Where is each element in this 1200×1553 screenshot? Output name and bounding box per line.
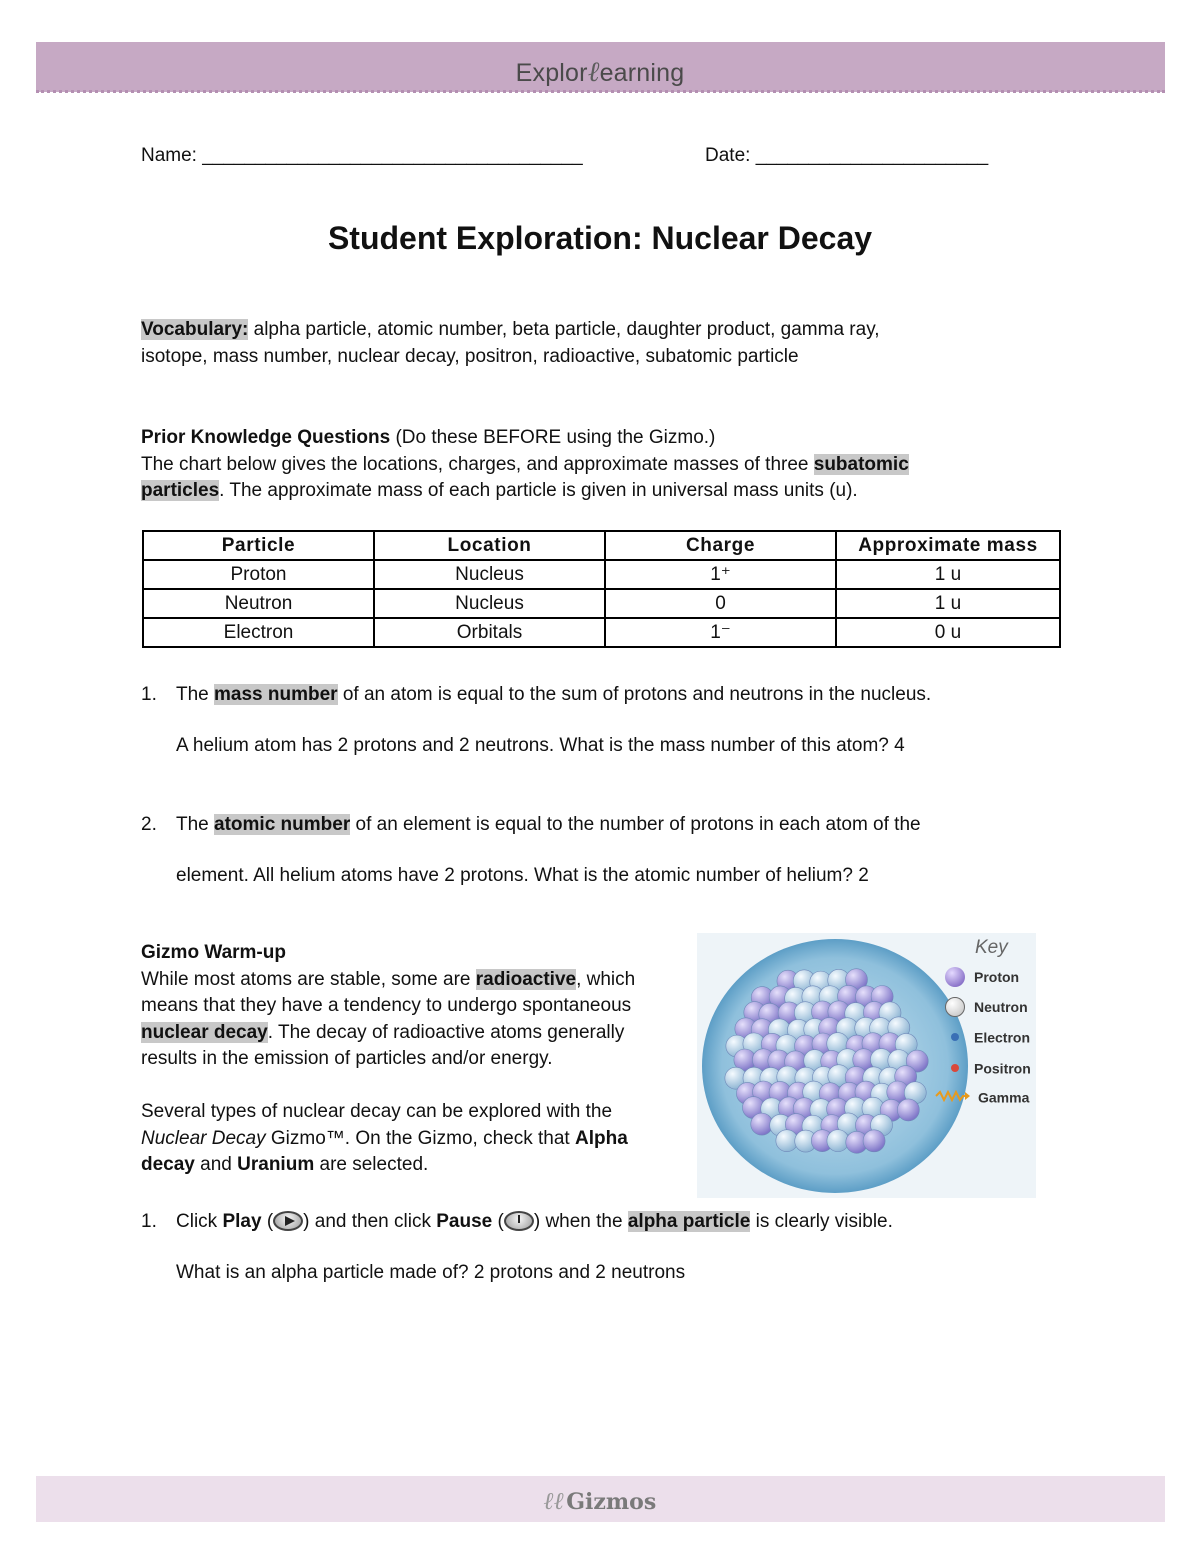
question-1-statement: The mass number of an atom is equal to the sum of protons and neutrons in the nucleus. xyxy=(176,684,932,705)
key-title: Key xyxy=(975,937,1008,958)
gizmo-warmup-text: Gizmo Warm-up While most atoms are stable, some are radioactive, which means that they have a tendency to undergo spontaneous nuclear decay. The decay of radioactive atoms generally results in the emission of particles and/or energy. Several types of nuclear decay can be explored with the Nuclear Decay Gizmo™. On the Gizmo, check that Alpha decay and Uranium are selected. xyxy=(141,942,636,1175)
question-number: 1. xyxy=(141,684,157,705)
key-item-proton: Proton xyxy=(945,967,1019,987)
key-item-gamma: Gamma xyxy=(935,1088,1029,1105)
proton-icon xyxy=(945,967,965,987)
electron-icon xyxy=(951,1033,959,1041)
date-field: Date: ______________________ xyxy=(705,145,989,166)
table-header: Location xyxy=(374,531,605,560)
table-cell: Proton xyxy=(143,560,374,589)
gamma-icon xyxy=(935,1089,971,1105)
table-cell: 1 u xyxy=(836,589,1060,618)
particles-table xyxy=(142,530,1061,648)
play-button-icon xyxy=(273,1211,303,1231)
key-item-neutron: Neutron xyxy=(945,997,1028,1017)
table-cell: Neutron xyxy=(143,589,374,618)
question-2-statement: The atomic number of an element is equal to the number of protons in each atom of the xyxy=(176,814,921,835)
name-field: Name: ____________________________________ xyxy=(141,145,583,166)
prior-knowledge-section: Prior Knowledge Questions (Do these BEFORE using the Gizmo.) The chart below gives the locations, charges, and approximate masses of three subatomic particles. The approximate mass of each particle is given in universal mass units (u). xyxy=(141,427,909,501)
table-header: Charge xyxy=(605,531,836,560)
warmup-heading: Gizmo Warm-up xyxy=(141,942,286,963)
question-number: 2. xyxy=(141,814,157,835)
table-cell: 0 u xyxy=(836,618,1060,647)
nucleon-sphere xyxy=(897,1099,919,1121)
pause-button-icon xyxy=(504,1211,534,1231)
question-number: 1. xyxy=(141,1211,157,1232)
question-1-answer: A helium atom has 2 protons and 2 neutrons. What is the mass number of this atom? 4 xyxy=(176,735,905,756)
page-title: Student Exploration: Nuclear Decay xyxy=(327,220,873,256)
table-cell: 1⁻ xyxy=(605,618,836,647)
table-cell: 1 u xyxy=(836,560,1060,589)
table-cell: Nucleus xyxy=(374,560,605,589)
table-cell: Orbitals xyxy=(374,618,605,647)
key-item-positron: Positron xyxy=(945,1059,1031,1076)
key-item-electron: Electron xyxy=(945,1028,1030,1045)
header-dotted-rule xyxy=(36,90,1165,93)
prior-heading: Prior Knowledge Questions xyxy=(141,427,391,448)
nucleon-sphere xyxy=(863,1130,885,1152)
vocabulary-label: Vocabulary: xyxy=(141,319,249,340)
vocabulary: Vocabulary: alpha particle, atomic number, beta particle, daughter product, gamma ray, isotope, mass number, nuclear decay, positron, radioactive, subatomic particle xyxy=(141,319,880,367)
table-row xyxy=(143,589,1060,618)
brand-logo: Explorℓearning xyxy=(515,55,685,88)
table-cell: Nucleus xyxy=(374,589,605,618)
table-header: Approximate mass xyxy=(836,531,1060,560)
question-2-answer: element. All helium atoms have 2 protons. What is the atomic number of helium? 2 xyxy=(176,865,869,886)
warmup-question-1: Click Play ( ) and then click Pause ( ) when the alpha particle is clearly visible. xyxy=(176,1211,893,1232)
footer-logo: ℓℓGizmos xyxy=(543,1486,657,1515)
table-cell: 1⁺ xyxy=(605,560,836,589)
table-header-row xyxy=(143,531,1060,560)
positron-icon xyxy=(951,1064,959,1072)
table-header: Particle xyxy=(143,531,374,560)
neutron-icon xyxy=(945,997,965,1017)
table-row xyxy=(143,560,1060,589)
warmup-question-1-answer: What is an alpha particle made of? 2 protons and 2 neutrons xyxy=(176,1262,686,1283)
table-cell: 0 xyxy=(605,589,836,618)
table-row xyxy=(143,618,1060,647)
table-cell: Electron xyxy=(143,618,374,647)
